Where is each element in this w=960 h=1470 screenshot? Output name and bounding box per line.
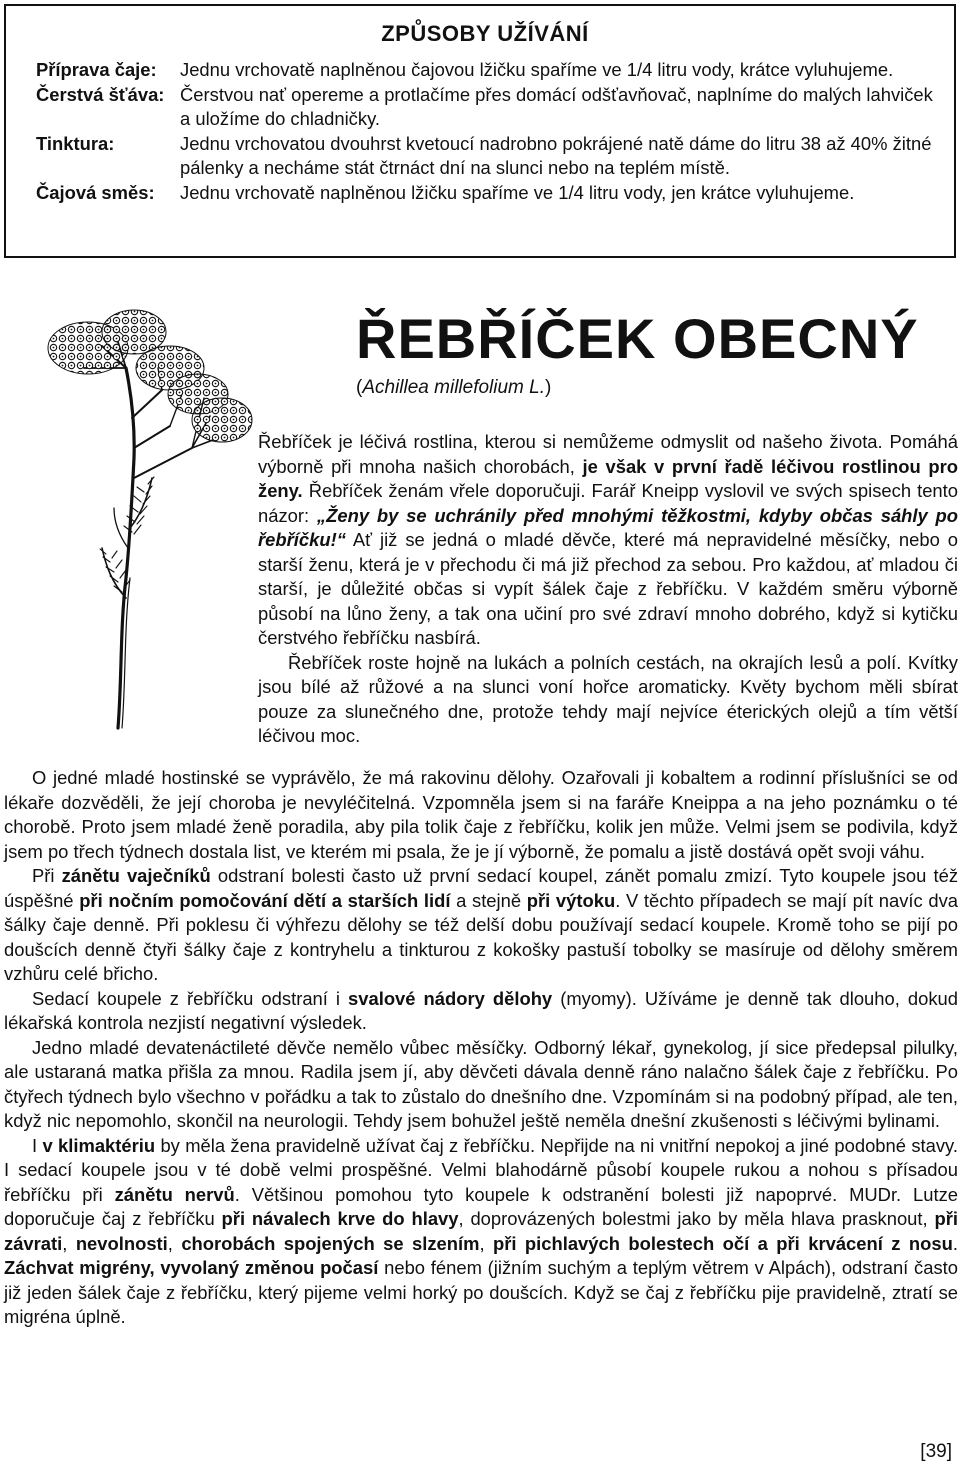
text-run: odstraní bolesti často už první sedací koupel, zánět pomalu zmizí. Tyto koupele jsou též úspěšné: [4, 865, 959, 911]
text-run: . V těchto případech se mají pít navíc dva šálky čaje denně. Při poklesu či výhřezu dělohy se též delší dobu používají sedací koupele. Kromě toho se pijí po doušcích denně čtyři šálky čaje z kontryhelu a tinkturou z kokošky pastuší tobolky se masíruje od dělohy směrem vzhůru celé břicho.: [4, 889, 959, 984]
body-paragraph: [4, 987, 958, 1036]
body-paragraph: [4, 1036, 958, 1134]
text-run: .: [952, 1232, 958, 1254]
emphasis: chorobách spojených se slzením: [181, 1232, 480, 1254]
emphasis: Záchvat migrény, vyvolaný změnou počasí: [4, 1257, 379, 1278]
text-run: Řebříček je léčivá rostlina, kterou si nemůžeme odmyslit od našeho života. Pomáhá výborně při mnoha našich chorobách,: [258, 431, 958, 477]
emphasis: při pichlavých bolestech očí a při krvácení z nosu: [492, 1232, 953, 1254]
text-run: ,: [479, 1232, 493, 1254]
text-run: O jedné mladé hostinské se vyprávělo, že má rakovinu dělohy. Ozařovali ji kobaltem a rodinní příslušníci se od lékaře dozvěděli, že její choroba je nevyléčitelná. Vzpomněla jsem si na faráře Kneippa a na jeho poznámku o té chorobě. Proto jsem mladé ženě poradila, aby pila tolik čaje z řebříčku, kolik jen může. Velmi jsem se podivila, když jsem po třech týdnech dostala list, ve kterém mi psala, že je jí výborně, že pomalu a jistě dostává opět svoji váhu.: [4, 767, 958, 862]
text-run: a stejně: [450, 889, 527, 911]
usage-row-tincture: [36, 132, 934, 181]
usage-label: Čajová směs:: [36, 181, 155, 203]
emphasis: svalové nádory dělohy: [348, 987, 553, 1009]
text-run: . Většinou pomohou tyto koupele k odstranění bolesti již napoprvé. MUDr. Lutze doporučuje čaj z řebříčku: [4, 1183, 959, 1229]
emphasis: zánětu nervů: [114, 1183, 235, 1205]
latin-name-text: Achillea millefolium L.: [362, 377, 546, 398]
page-number: [39]: [920, 1441, 952, 1462]
emphasis: je však v první řadě léčivou rostlinou pro ženy.: [258, 455, 958, 501]
emphasis: při návalech krve do hlavy: [221, 1208, 459, 1229]
text-run: by měla žena pravidelně užívat čaj z řebříčku. Nepřijde na ni vnitřní nepokoj a jiné podobné stavy. I sedací koupele jsou v té době velmi prospěšné. Velmi blahodárně působí koupele rukou a nohou s přísadou řebříčku při: [4, 1134, 958, 1205]
usage-row-juice: [36, 83, 934, 132]
body-paragraph: [4, 864, 958, 987]
text-run: Řebříček ženám vřele doporučuji. Farář Kneipp vyslovil ve svých spisech tento názor:: [258, 480, 958, 526]
latin-name: [356, 376, 551, 400]
usage-text: Jednu vrchovatě naplněnou lžičku spaříme ve 1/4 litru vody, jen krátce vyluhujeme.: [180, 181, 855, 203]
text-run: Řebříček roste hojně na lukách a polních cestách, na okrajích lesů a polí. Kvítky jsou bílé až růžové a na slunci voní hořce aromaticky. Květy bychom měli sbírat pouze za slunečného dne, protože tehdy mají nejvíce éterických olejů a tím větší léčivou moc.: [258, 651, 958, 746]
layout-spacer: [4, 430, 258, 766]
usage-label: Příprava čaje:: [36, 59, 157, 80]
emphasis: při závrati: [4, 1208, 958, 1254]
emphasis: zánětu vaječníků: [61, 865, 211, 886]
plant-title: ŘEBŘÍČEK OBECNÝ: [356, 307, 919, 370]
usage-label: Čerstvá šťáva:: [36, 83, 165, 105]
usage-label: Tinktura:: [36, 132, 115, 154]
text-run: Ať již se jedná o mladé děvče, které má nepravidelné měsíčky, nebo o starší ženu, která je v přechodu či má již přechod za sebou. Pro každou, ať mladou či starší, je důležité občas si vypít šálek čaje z řebříčku. V každém směru výborně působí na lůno ženy, a tak ona učiní pro své zdraví mnoho dobrého, když si kytičku čerstvého řebříčku nasbírá.: [258, 529, 958, 648]
usage-text: Čerstvou nať opereme a protlačíme přes domácí odšťavňovač, naplníme do malých lahviček a uložíme do chladničky.: [180, 83, 933, 129]
text-run: ,: [167, 1232, 182, 1254]
text-run: ,: [62, 1232, 76, 1254]
emphasis: nevolnosti: [75, 1232, 168, 1254]
kneipp-quote: „Ženy by se uchránily před mnohými těžkostmi, kdyby občas sáhly po řebříčku!“: [258, 504, 959, 550]
emphasis: v klimaktériu: [42, 1134, 156, 1156]
text-run: (myomy). Užíváme je denně tak dlouho, dokud lékařská kontrola nezjistí negativní výsledek.: [4, 987, 958, 1033]
emphasis: při výtoku: [526, 889, 616, 911]
latin-close: ): [545, 377, 552, 398]
usage-title: ZPŮSOBY UŽÍVÁNÍ: [381, 21, 589, 46]
usage-box: [4, 4, 956, 258]
usage-text: Jednu vrchovatou dvouhrst kvetoucí nadrobno pokrájené natě dáme do litru 38 až 40% žitné pálenky a necháme stát čtrnáct dní na slunci nebo na teplém místě.: [180, 132, 932, 178]
body-paragraph: [4, 1134, 958, 1330]
usage-text: Jednu vrchovatě naplněnou čajovou lžičku spaříme ve 1/4 litru vody, krátce vyluhujeme.: [180, 59, 894, 80]
text-run: Sedací koupele z řebříčku odstraní i: [32, 987, 349, 1009]
body-text: [4, 430, 958, 766]
usage-row-tea: [36, 58, 934, 83]
text-run: I: [32, 1134, 43, 1156]
usage-row-tea-blend: [36, 181, 934, 206]
text-run: Jedno mladé devatenáctileté děvče nemělo vůbec měsíčky. Odborný lékař, gynekolog, jí sice předepsal pilulky, ale ustaraná matka přišla za mnou. Radila jsem jí, aby děvčeti dávala denně ráno nalačno šálek čaje z řebříčku. Po čtyřech týdnech bylo všechno v pořádku a tak to zůstalo do dnešního dne. Vzpomínám si na podobný případ, ale ten, když nic nepomohlo, skončil na neurologii. Tehdy jsem bohužel ještě neměla dnešní zkušenosti s léčivými bylinami.: [4, 1036, 958, 1131]
text-run: , doprovázených bolestmi jako by měla hlava prasknout,: [458, 1208, 935, 1229]
emphasis: při nočním pomočování dětí a starších lidí: [79, 889, 451, 911]
latin-open: (: [356, 377, 363, 398]
text-run: Při: [32, 865, 62, 886]
text-run: nebo fénem (jižním suchým a teplým větrem v Alpách), odstraní často již jeden šálek čaje z řebříčku, který pijeme velmi horký po doušcích. Když se čaj z řebříčku pije pravidelně, ztratí se migréna úplně.: [4, 1257, 959, 1327]
body-text-main: [4, 766, 958, 1330]
body-paragraph: [4, 766, 958, 864]
